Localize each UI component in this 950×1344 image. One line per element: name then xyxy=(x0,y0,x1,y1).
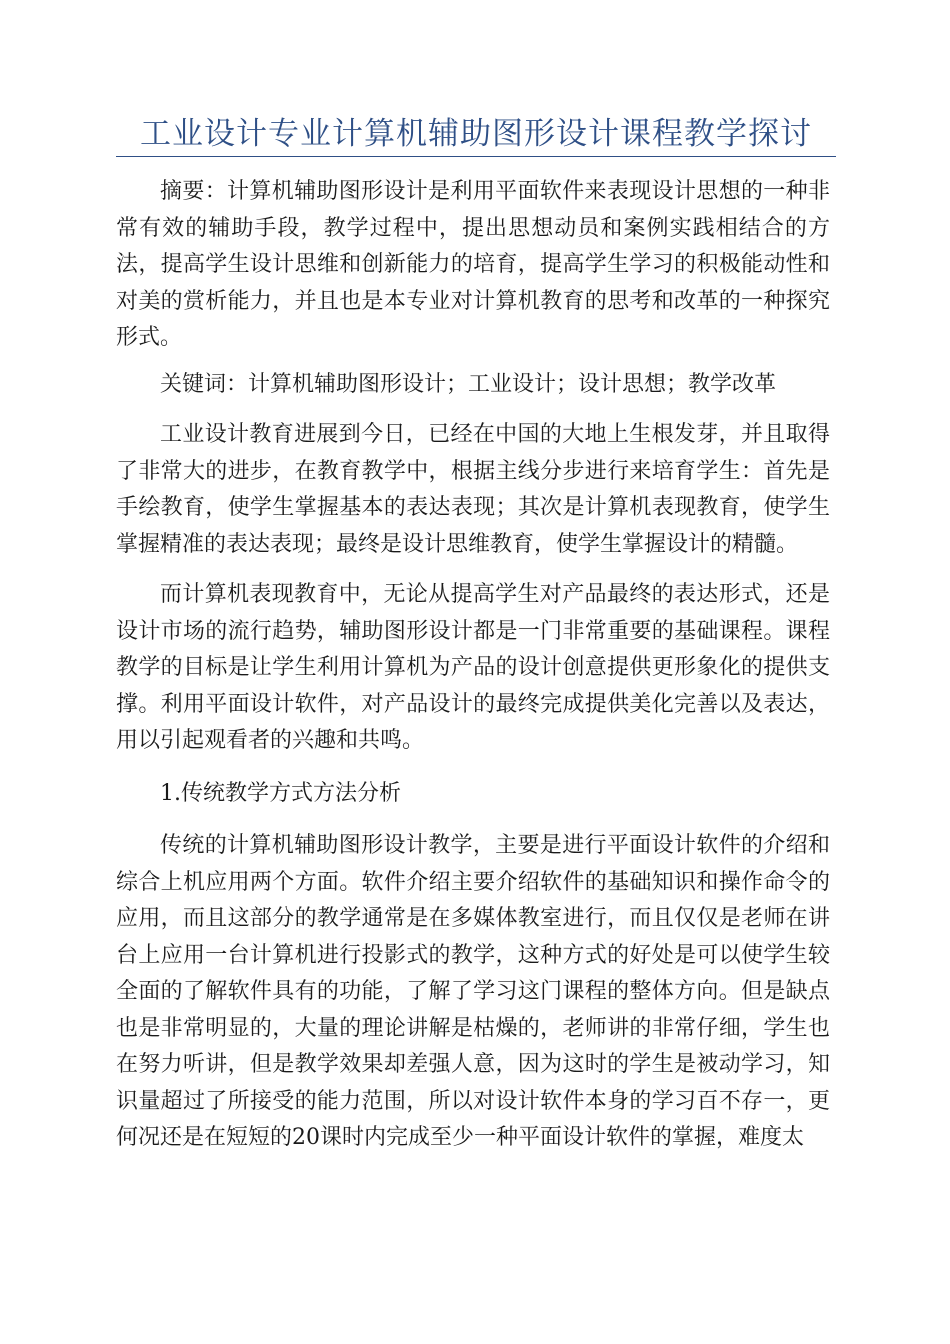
document-body xyxy=(116,174,830,1157)
section-heading: 1.传统教学方式方法分析 xyxy=(160,780,401,806)
keywords-paragraph: 关键词：计算机辅助图形设计；工业设计；设计思想；教学改革 xyxy=(160,371,777,397)
body-paragraph: 而计算机表现教育中，无论从提高学生对产品最终的表达形式，还是设计市场的流行趋势，辅助图形设计都是一门非常重要的基础课程。课程教学的目标是让学生利用计算机为产品的设计创意提供更形象化的提供支撑。利用平面设计软件，对产品设计的最终完成提供美化完善以及表达，用以引起观看者的兴趣和共鸣。 xyxy=(116,582,830,753)
title-block xyxy=(116,112,836,157)
section-paragraph: 传统的计算机辅助图形设计教学，主要是进行平面设计软件的介绍和综合上机应用两个方面。软件介绍主要介绍软件的基础知识和操作命令的应用，而且这部分的教学通常是在多媒体教室进行，而且仅仅是老师在讲台上应用一台计算机进行投影式的教学，这种方式的好处是可以使学生较全面的了解软件具有的功能，了解了学习这门课程的整体方向。但是缺点也是非常明显的，大量的理论讲解是枯燥的，老师讲的非常仔细，学生也在努力听讲，但是教学效果却差强人意，因为这时的学生是被动学习，知识量超过了所接受的能力范围，所以对设计软件本身的学习百不存一，更何况还是在短短的20课时内完成至少一种平面设计软件的掌握，难度太 xyxy=(116,833,830,1150)
abstract-paragraph: 摘要：计算机辅助图形设计是利用平面软件来表现设计思想的一种非常有效的辅助手段，教学过程中，提出思想动员和案例实践相结合的方法，提高学生设计思维和创新能力的培育，提高学生学习的积极能动性和对美的赏析能力，并且也是本专业对计算机教育的思考和改革的一种探究形式。 xyxy=(116,179,830,350)
document-title: 工业设计专业计算机辅助图形设计课程教学探讨 xyxy=(140,116,812,152)
body-paragraph: 工业设计教育进展到今日，已经在中国的大地上生根发芽，并且取得了非常大的进步，在教育教学中，根据主线分步进行来培育学生：首先是手绘教育，使学生掌握基本的表达表现；其次是计算机表现教育，使学生掌握精准的表达表现；最终是设计思维教育，使学生掌握设计的精髓。 xyxy=(116,422,830,557)
